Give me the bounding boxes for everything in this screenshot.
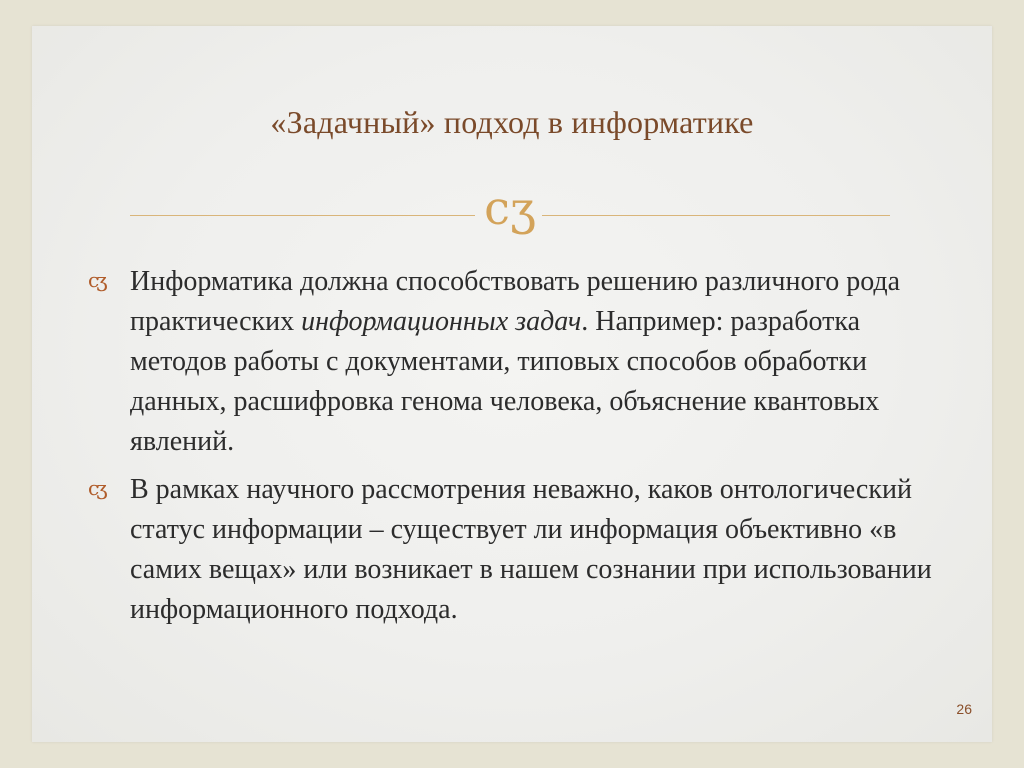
swirl-bullet-icon: ϲʒ [88,268,105,292]
slide-title: «Задачный» подход в информатике [270,104,754,140]
bullet-list [88,262,948,638]
bullet-text: В рамках научного рассмотрения неважно, каков онтологический статус информации – существует ли информация объективно «в самих вещах» или возникает в нашем сознании при использовании информационного подхода. [130,474,932,625]
swirl-bullet-icon: ϲʒ [88,476,105,500]
bullet-item [88,262,948,462]
divider-line-left [130,215,475,216]
title-divider [130,181,890,236]
flourish-ornament-icon: ϲʒ [484,181,536,235]
bullet-emphasis: информационных задач [301,306,582,337]
bullet-text-part: Информатика должна способствовать решению различного рода практических [130,266,901,337]
divider-line-right [542,215,890,216]
bullet-item [88,470,948,630]
bullet-text-part: . Например: разработка методов работы с документами, типовых способов обработки данных, расшифровка генома человека, объяснение квантовых явлений. [130,306,880,457]
page-number: 26 [956,701,972,717]
bullet-text [130,262,948,462]
